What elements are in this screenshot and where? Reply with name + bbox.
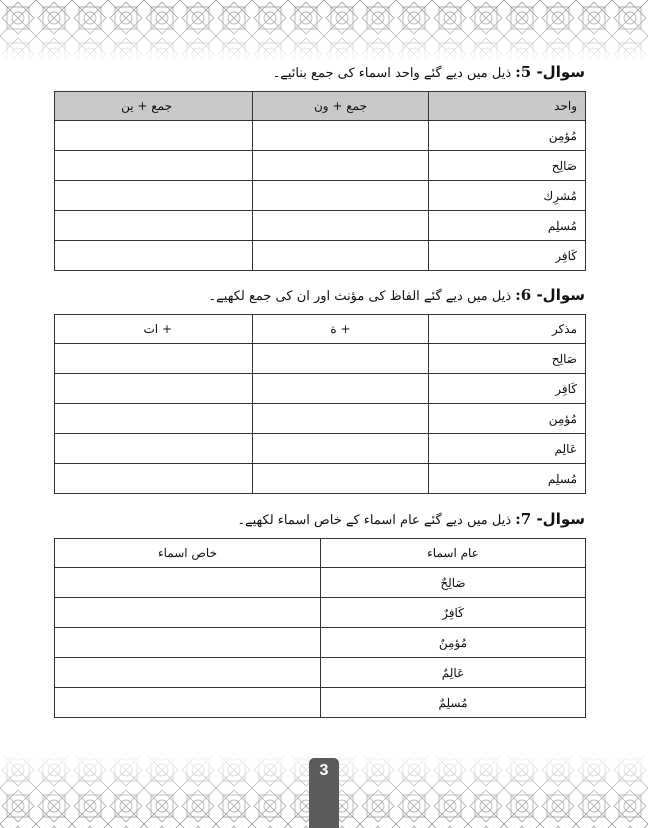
answer-cell[interactable] (55, 151, 253, 181)
table-row (55, 464, 586, 494)
column-header: عام اسماء (321, 539, 586, 568)
question-label: سوال- (531, 510, 585, 528)
word-cell: مُؤمِن (429, 404, 586, 434)
word-cell: صَالِح (429, 344, 586, 374)
word-cell: صَالِحٌ (321, 568, 586, 598)
answer-cell[interactable] (55, 464, 253, 494)
answer-cell[interactable] (55, 568, 321, 598)
table-row (55, 404, 586, 434)
word-cell: عَالِمٌ (321, 658, 586, 688)
answer-cell[interactable] (55, 598, 321, 628)
answer-cell[interactable] (253, 241, 429, 271)
table-row (55, 121, 586, 151)
question-5-heading (54, 63, 585, 81)
question-7-heading (54, 510, 585, 528)
answer-cell[interactable] (55, 404, 253, 434)
question-number: 5: (515, 63, 532, 81)
table-header-row (55, 315, 586, 344)
answer-cell[interactable] (253, 464, 429, 494)
question-prompt: ذیل میں دیے گئے واحد اسماء کی جمع بنائیے۔ (272, 66, 516, 81)
table-row (55, 568, 586, 598)
answer-cell[interactable] (55, 374, 253, 404)
answer-cell[interactable] (55, 121, 253, 151)
answer-cell[interactable] (55, 628, 321, 658)
column-header: واحد (429, 92, 586, 121)
answer-cell[interactable] (253, 374, 429, 404)
table-row (55, 688, 586, 718)
column-header: مذکر (429, 315, 586, 344)
table-row (55, 181, 586, 211)
column-header: + ات (55, 315, 253, 344)
word-cell: صَالِح (429, 151, 586, 181)
answer-cell[interactable] (253, 121, 429, 151)
word-cell: کَافِر (429, 374, 586, 404)
table-row (55, 598, 586, 628)
answer-cell[interactable] (55, 211, 253, 241)
word-cell: کَافِرٌ (321, 598, 586, 628)
question-number: 7: (515, 510, 532, 528)
question-label: سوال- (531, 286, 585, 304)
word-cell: مُشرِك (429, 181, 586, 211)
question-number: 6: (515, 286, 532, 304)
question-6-heading (54, 286, 585, 304)
table-row (55, 241, 586, 271)
question-5-table (54, 91, 586, 271)
table-row (55, 374, 586, 404)
table-row (55, 151, 586, 181)
word-cell: مُسلِم (429, 211, 586, 241)
word-cell: کَافِر (429, 241, 586, 271)
question-label: سوال- (531, 63, 585, 81)
answer-cell[interactable] (253, 434, 429, 464)
question-prompt: ذیل میں دیے گئے عام اسماء کے خاص اسماء لکھیے۔ (237, 513, 516, 528)
page-number: 3 (319, 762, 329, 779)
word-cell: مُسلِمٌ (321, 688, 586, 718)
table-row (55, 211, 586, 241)
answer-cell[interactable] (253, 181, 429, 211)
question-6-table (54, 314, 586, 494)
table-header-row (55, 92, 586, 121)
table-row (55, 434, 586, 464)
word-cell: مُؤمِن (429, 121, 586, 151)
answer-cell[interactable] (55, 688, 321, 718)
answer-cell[interactable] (55, 434, 253, 464)
table-header-row (55, 539, 586, 568)
word-cell: مُؤمِنٌ (321, 628, 586, 658)
word-cell: عَالِم (429, 434, 586, 464)
column-header: جمع + ین (55, 92, 253, 121)
column-header: جمع + ون (253, 92, 429, 121)
decorative-pattern-top (0, 0, 648, 62)
question-7-table (54, 538, 586, 718)
answer-cell[interactable] (253, 151, 429, 181)
column-header: + ة (253, 315, 429, 344)
answer-cell[interactable] (253, 404, 429, 434)
question-prompt: ذیل میں دیے گئے الفاظ کی مؤنث اور ان کی جمع لکھیے۔ (208, 289, 516, 304)
column-header: خاص اسماء (55, 539, 321, 568)
table-row (55, 628, 586, 658)
word-cell: مُسلِم (429, 464, 586, 494)
table-row (55, 344, 586, 374)
answer-cell[interactable] (253, 211, 429, 241)
page-number-tab (309, 758, 339, 828)
answer-cell[interactable] (55, 344, 253, 374)
answer-cell[interactable] (55, 241, 253, 271)
answer-cell[interactable] (55, 658, 321, 688)
answer-cell[interactable] (253, 344, 429, 374)
table-row (55, 658, 586, 688)
answer-cell[interactable] (55, 181, 253, 211)
